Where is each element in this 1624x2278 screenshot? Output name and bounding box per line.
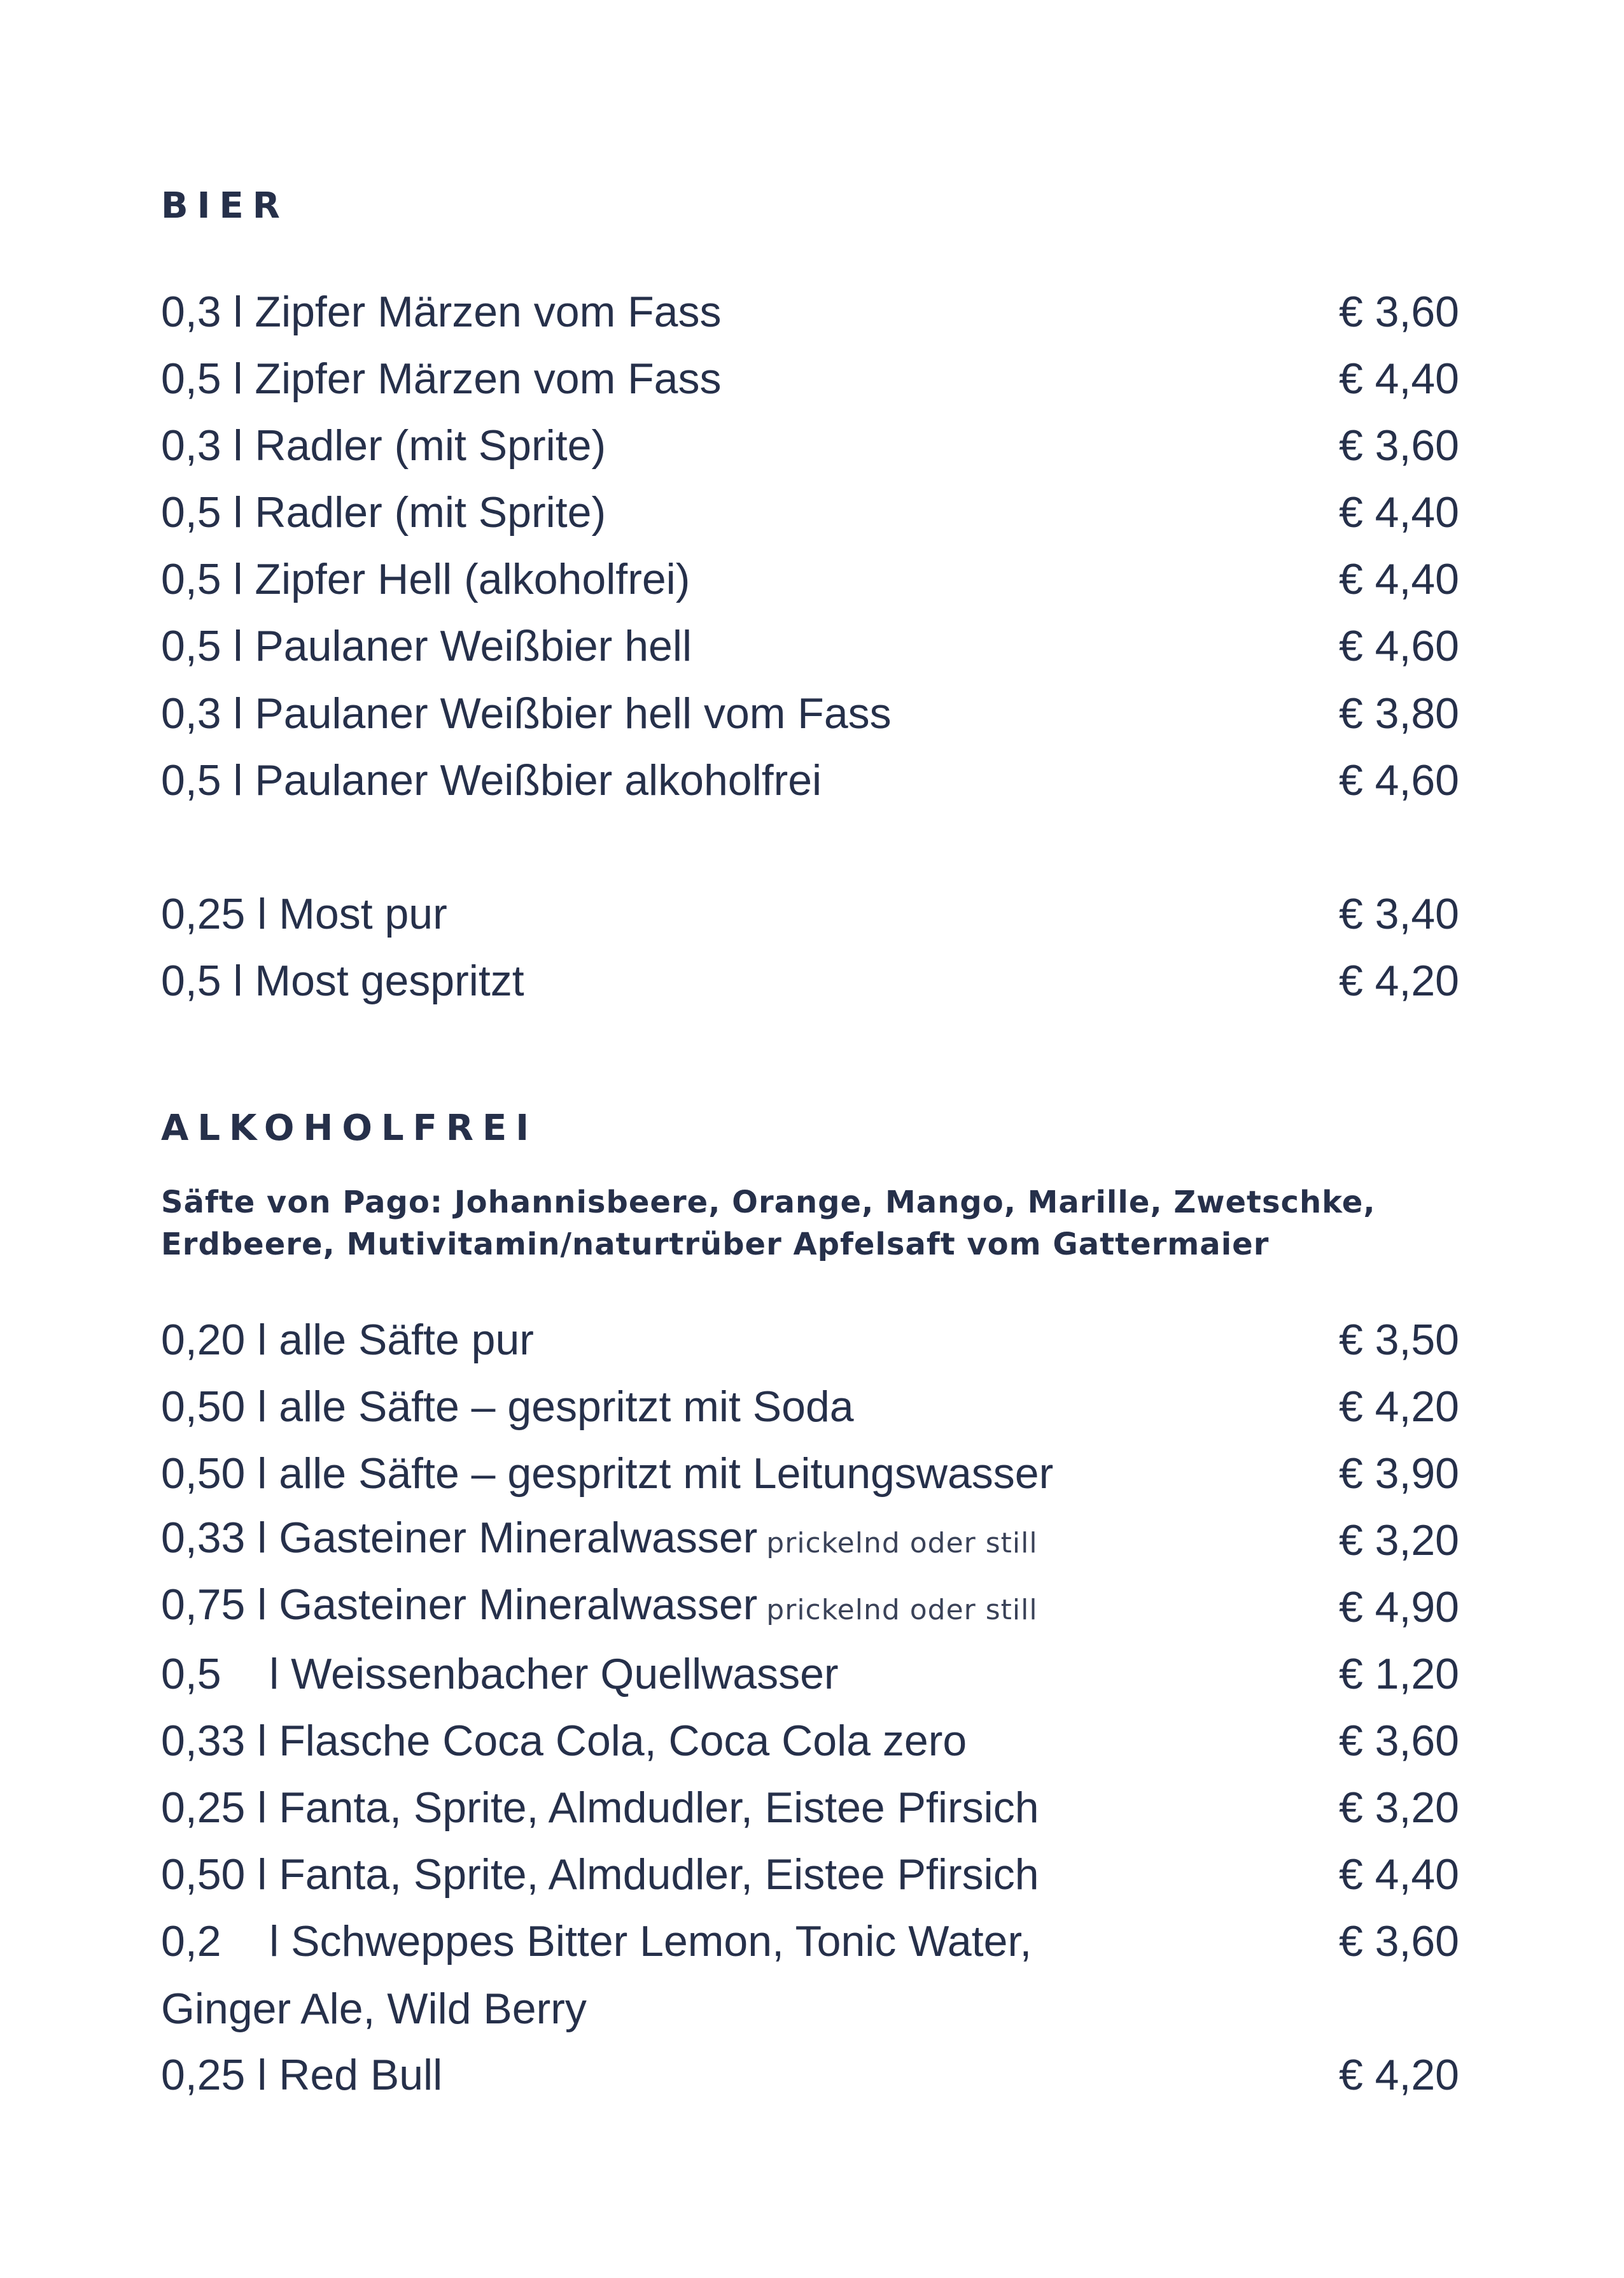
item-name: 0,5 l Radler (mit Sprite) — [161, 488, 606, 537]
menu-item — [161, 612, 1459, 680]
item-name: 0,50 l Fanta, Sprite, Almdudler, Eistee Pfirsich — [161, 1850, 1039, 1899]
item-hint: prickelnd oder still — [766, 1593, 1038, 1626]
item-name: 0,5 l Most gespritzt — [161, 957, 524, 1005]
menu-item — [161, 880, 1459, 948]
item-price: € 4,20 — [1338, 957, 1459, 1005]
menu-item — [161, 1373, 1459, 1440]
item-price: € 4,20 — [1338, 1382, 1459, 1431]
menu-item — [161, 947, 1459, 1015]
item-price: € 3,60 — [1338, 1917, 1459, 1965]
item-price: € 4,40 — [1338, 555, 1459, 603]
item-name: 0,3 l Paulaner Weißbier hell vom Fass — [161, 689, 892, 738]
item-price: € 3,80 — [1338, 689, 1459, 738]
menu-item — [161, 680, 1459, 747]
item-hint: prickelnd oder still — [766, 1526, 1038, 1559]
item-name: 0,25 l Fanta, Sprite, Almdudler, Eistee Pfirsich — [161, 1783, 1039, 1832]
menu-item — [161, 1640, 1459, 1708]
juice-note-line-1: Säfte von Pago: Johannisbeere, Orange, Mango, Marille, Zwetschke, — [161, 1185, 1376, 1220]
section-title-bier: BIER — [161, 185, 289, 227]
item-name: 0,3 l Radler (mit Sprite) — [161, 421, 606, 470]
item-name: 0,5 l Zipfer Hell (alkoholfrei) — [161, 555, 690, 603]
item-name-line-1: 0,2 l Schweppes Bitter Lemon, Tonic Water, — [161, 1917, 1032, 1965]
item-name: 0,50 l alle Säfte – gespritzt mit Soda — [161, 1382, 854, 1431]
item-price: € 3,60 — [1338, 421, 1459, 470]
juice-note — [161, 1181, 1459, 1265]
menu-item — [161, 1573, 1459, 1641]
item-price: € 3,20 — [1338, 1516, 1459, 1564]
menu-item — [161, 1841, 1459, 1908]
item-name-text: 0,33 l Gasteiner Mineralwasser — [161, 1513, 758, 1562]
item-price: € 4,60 — [1338, 756, 1459, 805]
menu-item — [161, 1507, 1459, 1574]
item-name: 0,25 l Red Bull — [161, 2051, 443, 2099]
item-name-text: 0,75 l Gasteiner Mineralwasser — [161, 1580, 758, 1629]
item-name: 0,5 l Paulaner Weißbier hell — [161, 622, 692, 670]
item-name-line-2: Ginger Ale, Wild Berry — [161, 1985, 587, 2033]
menu-item — [161, 747, 1459, 814]
item-name — [161, 1571, 1038, 1644]
menu-item — [161, 2041, 1459, 2109]
item-name: 0,3 l Zipfer Märzen vom Fass — [161, 288, 722, 336]
menu-item — [161, 412, 1459, 479]
item-price: € 4,40 — [1338, 488, 1459, 537]
item-price: € 3,60 — [1338, 288, 1459, 336]
item-price: € 4,60 — [1338, 622, 1459, 670]
menu-item — [161, 545, 1459, 613]
item-price: € 3,60 — [1338, 1717, 1459, 1765]
menu-item-schweppes — [161, 1908, 1459, 2042]
section-title-alkoholfrei: ALKOHOLFREI — [161, 1107, 538, 1149]
menu-item — [161, 479, 1459, 546]
item-name: 0,25 l Most pur — [161, 890, 447, 938]
item-name: 0,5 l Paulaner Weißbier alkoholfrei — [161, 756, 822, 805]
menu-item — [161, 278, 1459, 346]
menu-item — [161, 1774, 1459, 1841]
item-name: 0,5 l Weissenbacher Quellwasser — [161, 1650, 839, 1698]
menu-item — [161, 345, 1459, 412]
item-price: € 3,90 — [1338, 1449, 1459, 1498]
menu-item — [161, 1306, 1459, 1374]
item-price: € 3,40 — [1338, 890, 1459, 938]
menu-item — [161, 1707, 1459, 1775]
item-price: € 4,40 — [1338, 1850, 1459, 1899]
item-price: € 3,20 — [1338, 1783, 1459, 1832]
item-name: 0,5 l Zipfer Märzen vom Fass — [161, 355, 722, 403]
juice-note-line-2: Erdbeere, Mutivitamin/naturtrüber Apfelsaft vom Gattermaier — [161, 1227, 1270, 1262]
item-price: € 4,40 — [1338, 355, 1459, 403]
menu-item — [161, 1440, 1459, 1507]
item-name: 0,50 l alle Säfte – gespritzt mit Leitungswasser — [161, 1449, 1054, 1498]
item-name — [161, 1504, 1038, 1577]
item-price: € 1,20 — [1338, 1650, 1459, 1698]
item-name: 0,20 l alle Säfte pur — [161, 1316, 534, 1364]
item-price: € 4,20 — [1338, 2051, 1459, 2099]
item-price: € 3,50 — [1338, 1316, 1459, 1364]
item-name: 0,33 l Flasche Coca Cola, Coca Cola zero — [161, 1717, 967, 1765]
item-price: € 4,90 — [1338, 1583, 1459, 1631]
